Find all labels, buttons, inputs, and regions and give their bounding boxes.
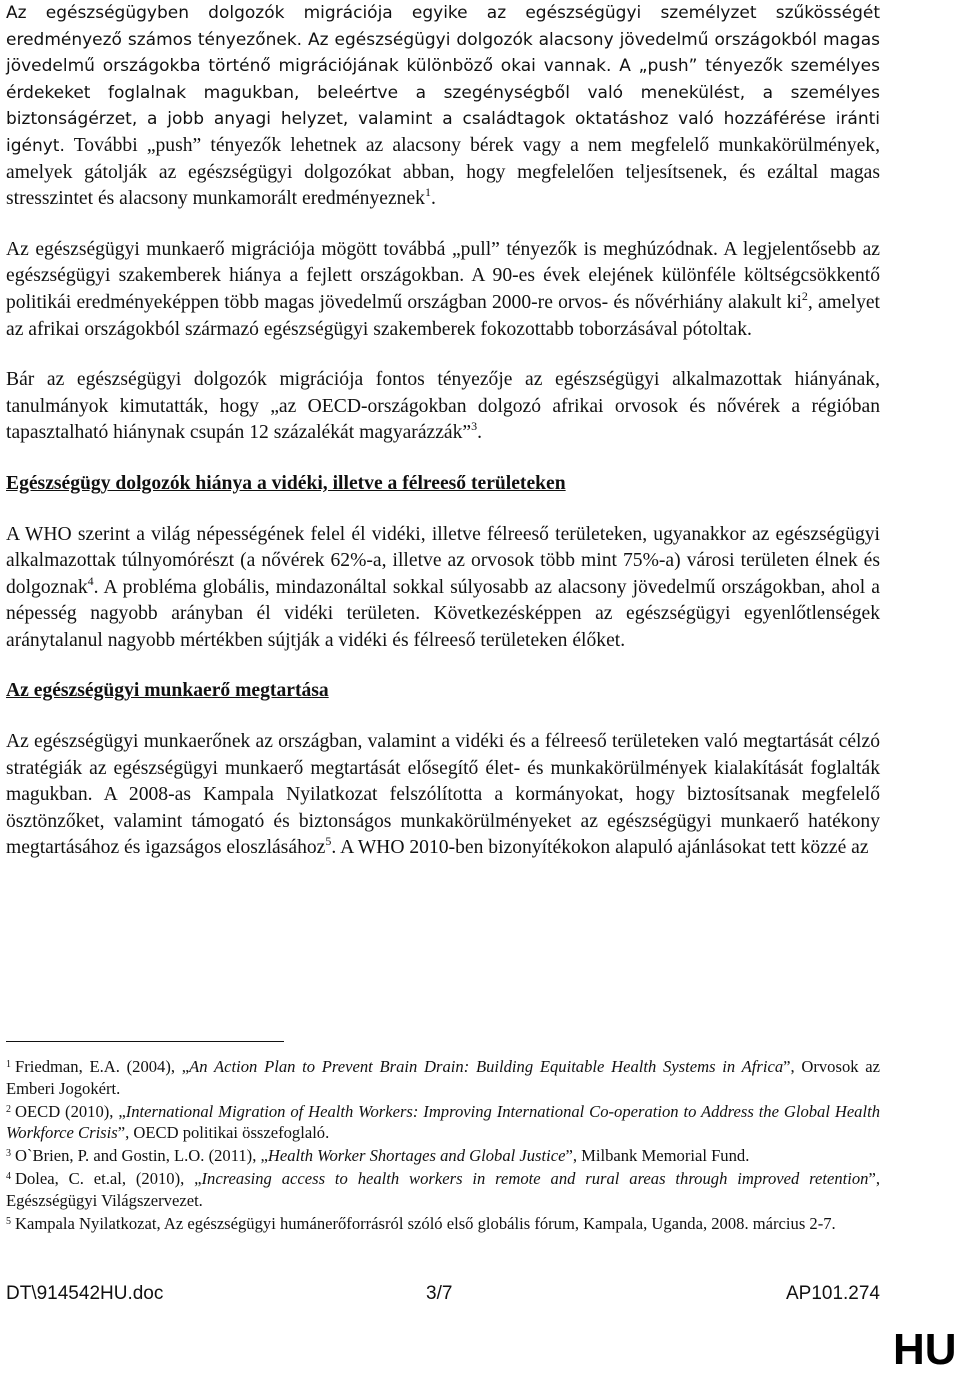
paragraph-4 xyxy=(6,522,880,655)
footnote-text: Kampala Nyilatkozat, Az egészségügyi humánerőforrásról szóló első globális fórum, Kampala, Uganda, 2008. március 2-7. xyxy=(15,1213,836,1233)
paragraph-5-a: Az egészségügyi munkaerőnek az országban, valamint a vidéki és a félreeső területeken való megtartását célzó stratégiák az egészségügyi munkaerő megtartását elősegítő élet- és munkakörülmények kialakítását foglalták magukban. A 2008-as Kampala Nyilatkozat felszólította a kormányokat, hogy biztosítsanak megfelelő ösztönzőket, valamint támogató és biztonságos munkakörülményeket az egészségügyi munkaerő hatékony megtartásához és igazságos eloszlásához xyxy=(6,731,880,859)
footnote-3 xyxy=(6,1145,880,1167)
paragraph-1 xyxy=(6,0,880,213)
footnote-text-end: ”, Orvosok az Emberi Jogokért. xyxy=(6,1057,881,1098)
paragraph-5 xyxy=(6,729,880,862)
document-reference: DT\914542HU.doc xyxy=(6,1283,164,1304)
footnote-ref-4[interactable]: 4 xyxy=(87,573,94,588)
paragraph-1-end: . xyxy=(430,188,436,210)
footnote-1 xyxy=(6,1056,880,1100)
footnote-4 xyxy=(6,1168,880,1212)
section-heading-rural: Egészségügy dolgozók hiánya a vidéki, illetve a félreeső területeken xyxy=(6,472,566,494)
footnote-title: Increasing access to health workers in remote and rural areas through improved retention xyxy=(201,1168,869,1188)
footnote-title: An Action Plan to Prevent Brain Drain: Building Equitable Health Systems in Africa xyxy=(189,1057,784,1076)
footnote-text-end: ”, Milbank Memorial Fund. xyxy=(565,1146,750,1166)
footnote-title: International Migration of Health Workers: Improving International Co-operation to Address the Global Health Workforce Crisis xyxy=(6,1101,880,1143)
footnote-title: Health Worker Shortages and Global Justice xyxy=(267,1146,566,1166)
document-code: AP101.274 xyxy=(785,1283,880,1304)
language-code: HU xyxy=(893,1325,957,1374)
footnote-number: 2 xyxy=(6,1103,11,1115)
section-heading-retention: Az egészségügyi munkaerő megtartása xyxy=(6,680,329,702)
footnote-ref-5[interactable]: 5 xyxy=(325,834,332,849)
paragraph-4-b: . A probléma globális, mindazonáltal sokkal súlyosabb az alacsony jövedelmű országokban, ahol a népesség nagyobb arányban él vidéki területen. Következésképpen az egészségügyi egyenlőtlenségek aránytalanul nagyobb mértékben sújtják a vidéki és félreeső területeken élőket. xyxy=(6,576,880,651)
footnote-ref-3[interactable]: 3 xyxy=(471,419,478,434)
paragraph-2-a: Az egészségügyi munkaerő migrációja mögött továbbá „pull” tényezők is meghúzódnak. A legjelentősebb az egészségügyi szakemberek hiánya a fejlett országokban. A 90-es évek elejének különféle költségcsökkentő politikái eredményeképpen több magas jövedelmű országban 2000-re orvos- és nővérhiány alakult ki xyxy=(6,238,880,313)
footnote-ref-1[interactable]: 1 xyxy=(424,185,431,200)
footnote-text: O`Brien, P. and Gostin, L.O. (2011), „ xyxy=(15,1146,268,1166)
footnote-number: 5 xyxy=(6,1215,11,1227)
paragraph-1-serif-part: További „push” tényezők lehetnek az alacsony bérek vagy a nem megfelelő munkakörülmények, amelyek gátolják az egészségügyi dolgozókat abban, hogy megfelelően teljesítsenek, és ezáltal magas stresszintet és alacsony munkamorált eredményeznek xyxy=(6,134,880,210)
footnote-number: 3 xyxy=(6,1148,11,1160)
paragraph-5-b: . A WHO 2010-ben bizonyítékokon alapuló ajánlásokat tett közzé az xyxy=(331,837,869,859)
footnote-ref-2[interactable]: 2 xyxy=(801,288,808,303)
document-body xyxy=(6,0,880,862)
page-footer xyxy=(6,1283,880,1305)
paragraph-3-a: Bár az egészségügyi dolgozók migrációja fontos tényezője az egészségügyi alkalmazottak hiányának, tanulmányok kimutatták, hogy „az OECD-országokban dolgozó afrikai orvosok és nővérek a régióban tapasztalható hiánynak csupán 12 százalékát magyarázzák” xyxy=(6,369,880,444)
paragraph-2-b: , amelyet az afrikai országokból származó egészségügyi szakemberek fokozottabb toborzásával pótoltak. xyxy=(6,291,881,340)
footnote-number: 1 xyxy=(6,1059,11,1070)
paragraph-4-a: A WHO szerint a világ népességének felel él vidéki, illetve félreeső területeken, ugyanakkor az egészségügyi alkalmazottak túlnyomórészt (a nővérek 62%-a, illetve az orvosok több mint 75%-a) városi területen élnek és dolgoznak xyxy=(6,523,880,598)
footnote-text-end: ”, Egészségügyi Világszervezet. xyxy=(6,1168,880,1210)
footnote-text: OECD (2010), „ xyxy=(15,1101,126,1121)
paragraph-3-end: . xyxy=(477,422,483,444)
paragraph-2 xyxy=(6,237,880,343)
footnote-number: 4 xyxy=(6,1170,11,1182)
paragraph-1-sans-part: Az egészségügyben dolgozók migrációja egyike az egészségügyi személyzet szűkösségét eredményező számos tényezőnek. Az egészségügyi dolgozók alacsony jövedelmű országokból magas jövedelmű országokba történő migrációjának különböző okai vannak. A „push” tényezők személyes érdekeket foglalnak magukban, beleértve a szegénységből való menekülést, a személyes biztonságérzet, a jobb anyagi helyzet, valamint a családtagok oktatáshoz való hozzáférése iránti igényt. xyxy=(6,3,880,156)
page-number: 3/7 xyxy=(426,1283,453,1304)
footnote-text: Dolea, C. et.al, (2010), „ xyxy=(15,1168,202,1188)
footnote-5 xyxy=(6,1213,880,1235)
footnotes xyxy=(6,1056,880,1235)
footnote-separator xyxy=(6,1041,284,1042)
footnote-2 xyxy=(6,1101,880,1145)
footnote-text-end: ”, OECD politikai összefoglaló. xyxy=(117,1123,330,1143)
footnote-text: Friedman, E.A. (2004), „ xyxy=(15,1057,190,1076)
paragraph-3 xyxy=(6,367,880,447)
